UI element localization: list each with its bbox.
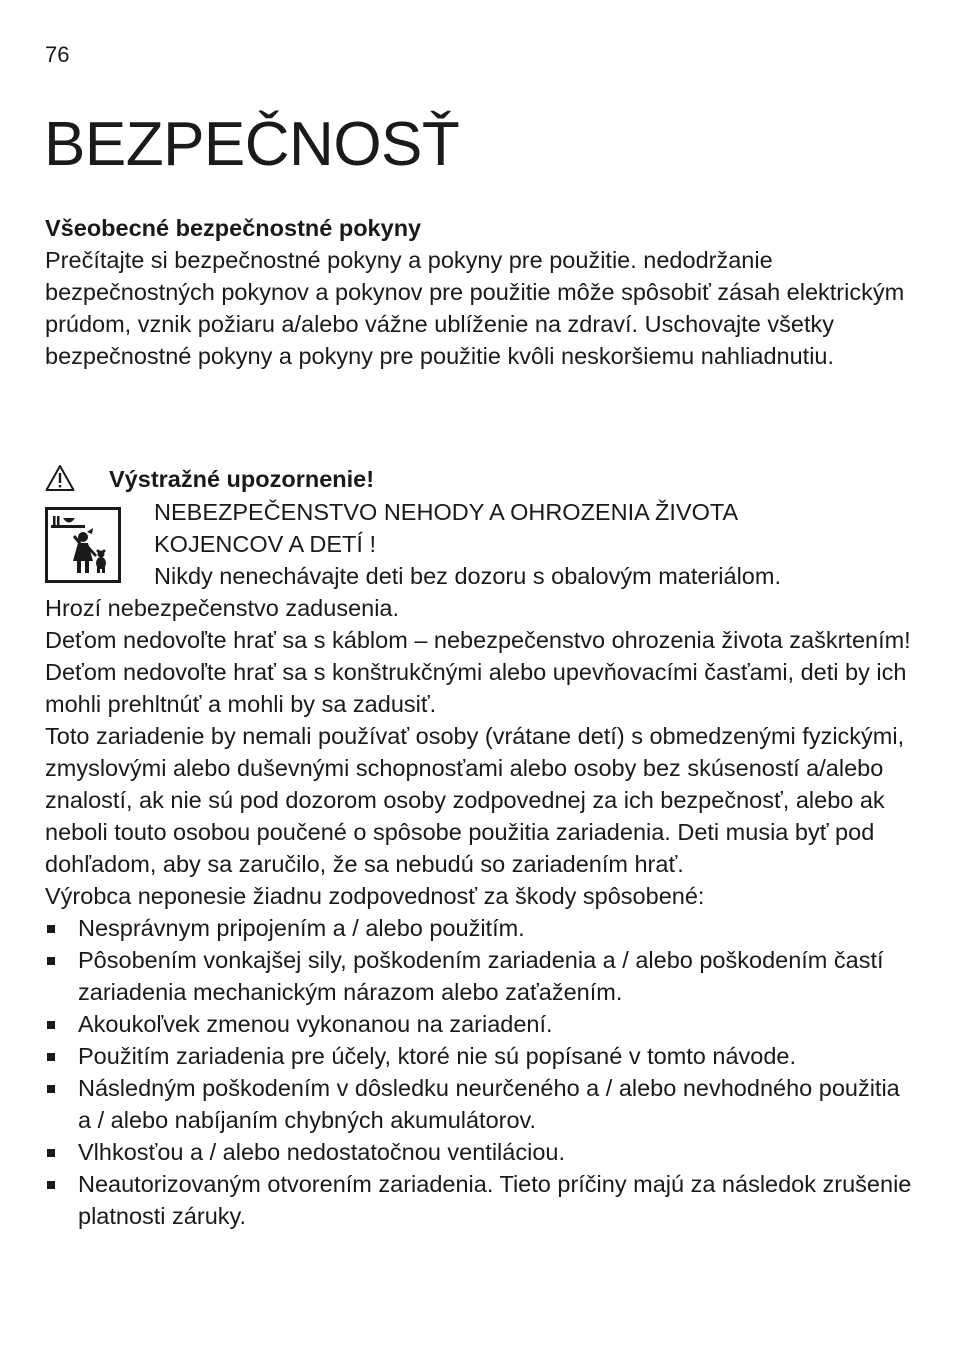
persons-warning-text: Toto zariadenie by nemali používať osoby (vrátane detí) s obmedzenými fyzickými, zmyslovými alebo duševnými schopnosťami alebo osoby bez skúseností a/alebo znalostí, ak nie sú pod dozorom osoby zodpovednej za ich bezpečnosť, alebo ak neboli touto osobou poučené o spôsobe použitia zariadenia. Deti musia byť pod dohľadom, aby sa zaručilo, že sa nebudú so zariadením hrať.	[45, 723, 905, 877]
packaging-warning-line-1: Nikdy nenechávajte deti bez dozoru s obalovým materiálom.	[154, 563, 781, 589]
cable-warning-text: Deťom nedovoľte hrať sa s káblom – nebezpečenstvo ohrozenia života zaškrtením! Deťom nedovoľte hrať sa s konštrukčnými alebo upevňovacími časťami, deti by ich mohli prehltnúť a mohli by sa zadusiť.	[45, 627, 911, 717]
bullet-icon	[47, 1149, 55, 1157]
list-item-text: Akoukoľvek zmenou vykonanou na zariadení.	[78, 1011, 553, 1037]
bullet-icon	[47, 957, 55, 965]
list-item	[45, 1136, 915, 1168]
list-item-text: Nesprávnym pripojením a / alebo použitím.	[78, 915, 525, 941]
bullet-icon	[47, 925, 55, 933]
list-item	[45, 1008, 915, 1040]
list-item-text: Neautorizovaným otvorením zariadenia. Tieto príčiny majú za následok zrušenie platnosti záruky.	[78, 1171, 912, 1229]
warning-title: Výstražné upozornenie!	[109, 466, 375, 492]
child-safety-pictogram-icon	[45, 507, 121, 583]
list-item	[45, 912, 915, 944]
liability-intro: Výrobca neponesie žiadnu zodpovednosť za škody spôsobené:	[45, 883, 705, 909]
list-item-text: Následným poškodením v dôsledku neurčeného a / alebo nevhodného použitia a / alebo nabíjaním chybných akumulátorov.	[78, 1075, 900, 1133]
bullet-icon	[47, 1053, 55, 1061]
general-safety-section	[45, 212, 915, 372]
list-item	[45, 1072, 915, 1136]
warning-triangle-icon	[45, 464, 75, 492]
general-safety-heading: Všeobecné bezpečnostné pokyny	[45, 215, 422, 241]
page-title: BEZPEČNOSŤ	[44, 110, 460, 179]
page-number: 76	[45, 42, 70, 67]
hazard-line-1: NEBEZPEČENSTVO NEHODY A OHROZENIA ŽIVOTA	[154, 499, 739, 525]
list-item	[45, 944, 915, 1008]
hazard-block	[154, 496, 914, 592]
packaging-warning-line-2: Hrozí nebezpečenstvo zadusenia.	[45, 595, 400, 621]
bullet-icon	[47, 1181, 55, 1189]
general-safety-text: Prečítajte si bezpečnostné pokyny a pokyny pre použitie. nedodržanie bezpečnostných pokynov a pokynov pre použitie môže spôsobiť zásah elektrickým prúdom, vznik požiaru a/alebo vážne ublíženie na zdraví. Uschovajte všetky bezpečnostné pokyny a pokyny pre použitie kvôli neskoršiemu nahliadnutiu.	[45, 247, 905, 369]
list-item-text: Použitím zariadenia pre účely, ktoré nie sú popísané v tomto návode.	[78, 1043, 797, 1069]
list-item	[45, 1040, 915, 1072]
hazard-line-2: KOJENCOV A DETÍ !	[154, 531, 376, 557]
list-item	[45, 1168, 915, 1232]
list-item-text: Vlhkosťou a / alebo nedostatočnou ventiláciou.	[78, 1139, 565, 1165]
list-item-text: Pôsobením vonkajšej sily, poškodením zariadenia a / alebo poškodením častí zariadenia mechanickým nárazom alebo zaťažením.	[78, 947, 884, 1005]
warning-body	[45, 592, 915, 1232]
bullet-icon	[47, 1085, 55, 1093]
liability-causes-list	[45, 912, 915, 1232]
bullet-icon	[47, 1021, 55, 1029]
